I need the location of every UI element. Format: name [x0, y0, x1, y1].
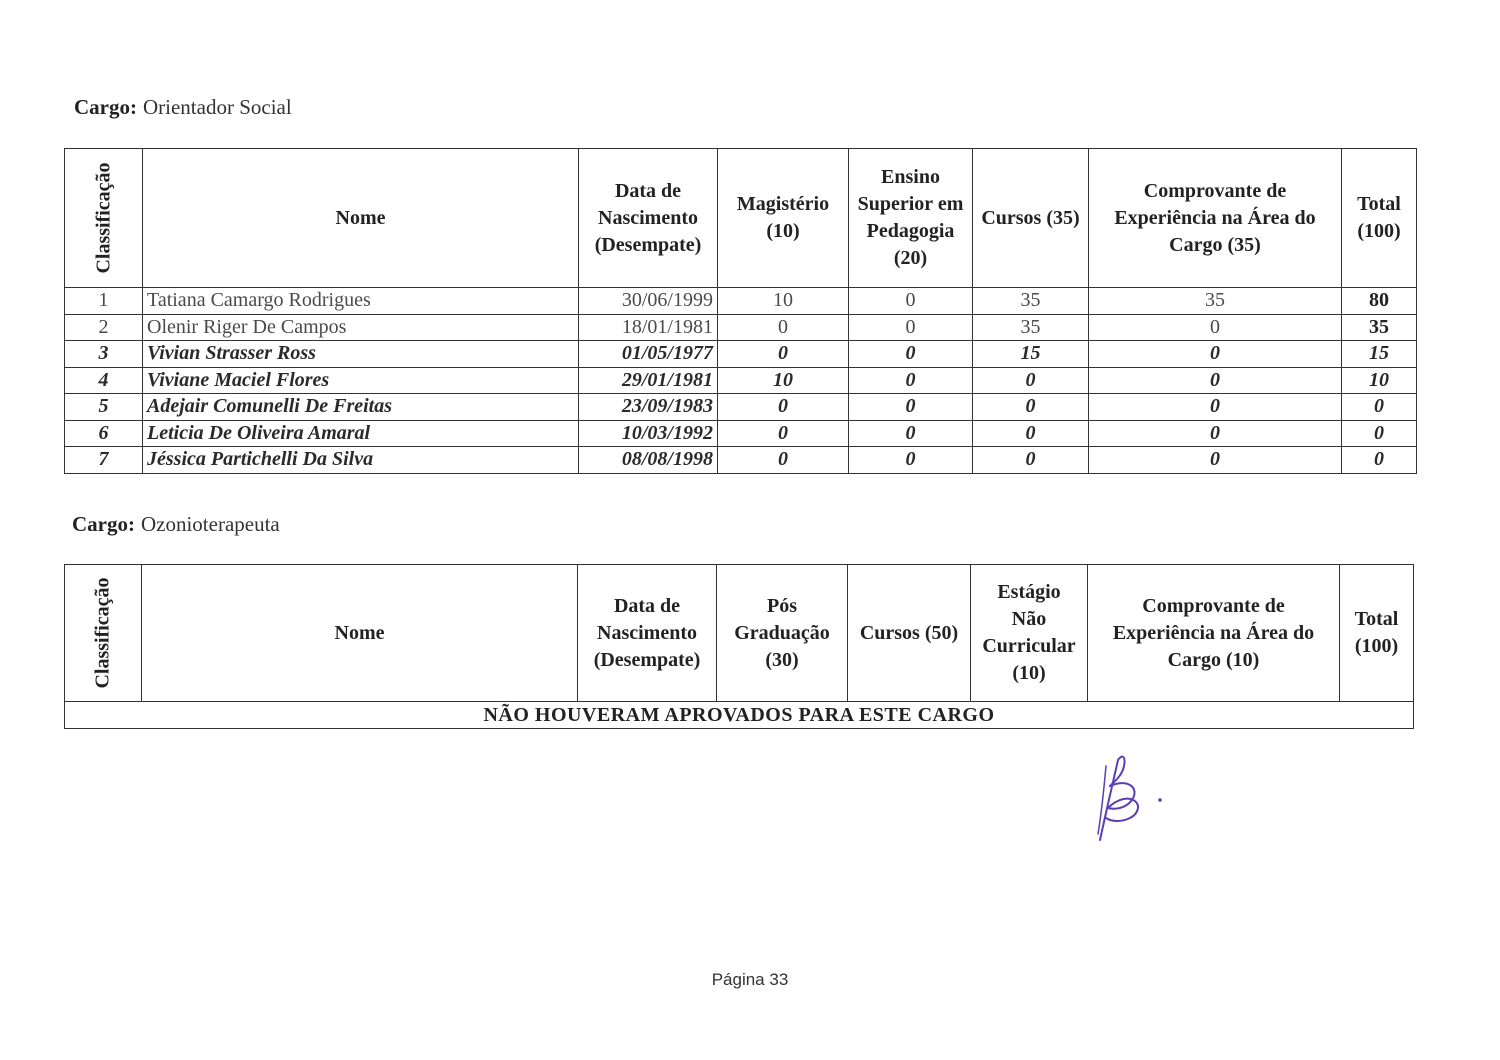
col-cursos: Cursos (50): [848, 565, 971, 702]
cell-comprovante: 0: [1089, 314, 1342, 341]
cell-name: Viviane Maciel Flores: [143, 367, 579, 394]
cell-birthdate: 29/01/1981: [579, 367, 718, 394]
cargo-value: Ozonioterapeuta: [140, 512, 280, 536]
cell-comprovante: 0: [1089, 367, 1342, 394]
no-approved-row: [65, 702, 1414, 729]
cell-rank: 3: [65, 341, 143, 368]
cell-total: 0: [1342, 447, 1417, 474]
table-row: [65, 394, 1417, 421]
no-approved-message: NÃO HOUVERAM APROVADOS PARA ESTE CARGO: [65, 702, 1414, 729]
cell-comprovante: 0: [1089, 394, 1342, 421]
cargo-heading-2: [72, 512, 280, 537]
cell-ensino: 0: [849, 288, 973, 315]
cell-birthdate: 23/09/1983: [579, 394, 718, 421]
col-nome: Nome: [142, 565, 578, 702]
col-comprovante: Comprovante de Experiência na Área do Cargo (35): [1089, 149, 1342, 288]
col-data-nascimento: Data de Nascimento (Desempate): [579, 149, 718, 288]
cell-cursos: 35: [973, 288, 1089, 315]
cell-ensino: 0: [849, 314, 973, 341]
cell-rank: 6: [65, 420, 143, 447]
cell-birthdate: 18/01/1981: [579, 314, 718, 341]
col-comprovante: Comprovante de Experiência na Área do Cargo (10): [1088, 565, 1340, 702]
cell-name: Vivian Strasser Ross: [143, 341, 579, 368]
cell-birthdate: 10/03/1992: [579, 420, 718, 447]
cell-comprovante: 35: [1089, 288, 1342, 315]
table-row: [65, 288, 1417, 315]
cell-magisterio: 10: [718, 288, 849, 315]
cell-rank: 7: [65, 447, 143, 474]
col-data-nascimento: Data de Nascimento (Desempate): [578, 565, 717, 702]
cargo-label: Cargo:: [74, 95, 137, 119]
cell-ensino: 0: [849, 341, 973, 368]
cell-ensino: 0: [849, 420, 973, 447]
cell-total: 0: [1342, 420, 1417, 447]
col-magisterio: Magistério (10): [718, 149, 849, 288]
cell-name: Leticia De Oliveira Amaral: [143, 420, 579, 447]
cargo-value: Orientador Social: [142, 95, 292, 119]
cell-name: Olenir Riger De Campos: [143, 314, 579, 341]
header-row: [65, 565, 1414, 702]
cell-cursos: 35: [973, 314, 1089, 341]
col-cursos: Cursos (35): [973, 149, 1089, 288]
cell-magisterio: 0: [718, 447, 849, 474]
table-row: [65, 314, 1417, 341]
cell-comprovante: 0: [1089, 420, 1342, 447]
cell-birthdate: 08/08/1998: [579, 447, 718, 474]
cell-cursos: 15: [973, 341, 1089, 368]
col-estagio: Estágio Não Curricular (10): [971, 565, 1088, 702]
cell-magisterio: 0: [718, 314, 849, 341]
cell-rank: 2: [65, 314, 143, 341]
cell-ensino: 0: [849, 367, 973, 394]
cell-total: 35: [1342, 314, 1417, 341]
cell-total: 15: [1342, 341, 1417, 368]
cell-ensino: 0: [849, 447, 973, 474]
cell-magisterio: 0: [718, 394, 849, 421]
cell-rank: 4: [65, 367, 143, 394]
cell-cursos: 0: [973, 394, 1089, 421]
cell-cursos: 0: [973, 420, 1089, 447]
cell-rank: 1: [65, 288, 143, 315]
cell-magisterio: 0: [718, 420, 849, 447]
cargo-heading-1: [74, 95, 292, 120]
cell-name: Jéssica Partichelli Da Silva: [143, 447, 579, 474]
cell-magisterio: 10: [718, 367, 849, 394]
cell-total: 10: [1342, 367, 1417, 394]
cell-birthdate: 01/05/1977: [579, 341, 718, 368]
col-classificacao: Classificação: [65, 149, 143, 288]
cell-total: 80: [1342, 288, 1417, 315]
col-pos-graduacao: Pós Graduação (30): [717, 565, 848, 702]
cell-name: Tatiana Camargo Rodrigues: [143, 288, 579, 315]
cell-comprovante: 0: [1089, 447, 1342, 474]
col-classificacao: Classificação: [65, 565, 142, 702]
col-nome: Nome: [143, 149, 579, 288]
col-total: Total (100): [1340, 565, 1414, 702]
results-table-ozonioterapeuta: [64, 564, 1414, 729]
table-row: [65, 367, 1417, 394]
cargo-label: Cargo:: [72, 512, 135, 536]
cell-comprovante: 0: [1089, 341, 1342, 368]
cell-rank: 5: [65, 394, 143, 421]
table-row: [65, 420, 1417, 447]
cell-magisterio: 0: [718, 341, 849, 368]
cell-birthdate: 30/06/1999: [579, 288, 718, 315]
results-table-orientador-social: [64, 148, 1417, 474]
cell-total: 0: [1342, 394, 1417, 421]
signature: [1088, 748, 1168, 848]
cell-cursos: 0: [973, 447, 1089, 474]
table-row: [65, 341, 1417, 368]
cell-cursos: 0: [973, 367, 1089, 394]
cell-name: Adejair Comunelli De Freitas: [143, 394, 579, 421]
cell-ensino: 0: [849, 394, 973, 421]
col-ensino-superior: Ensino Superior em Pedagogia (20): [849, 149, 973, 288]
col-total: Total (100): [1342, 149, 1417, 288]
table-row: [65, 447, 1417, 474]
page-number: Página 33: [711, 970, 789, 989]
header-row: [65, 149, 1417, 288]
